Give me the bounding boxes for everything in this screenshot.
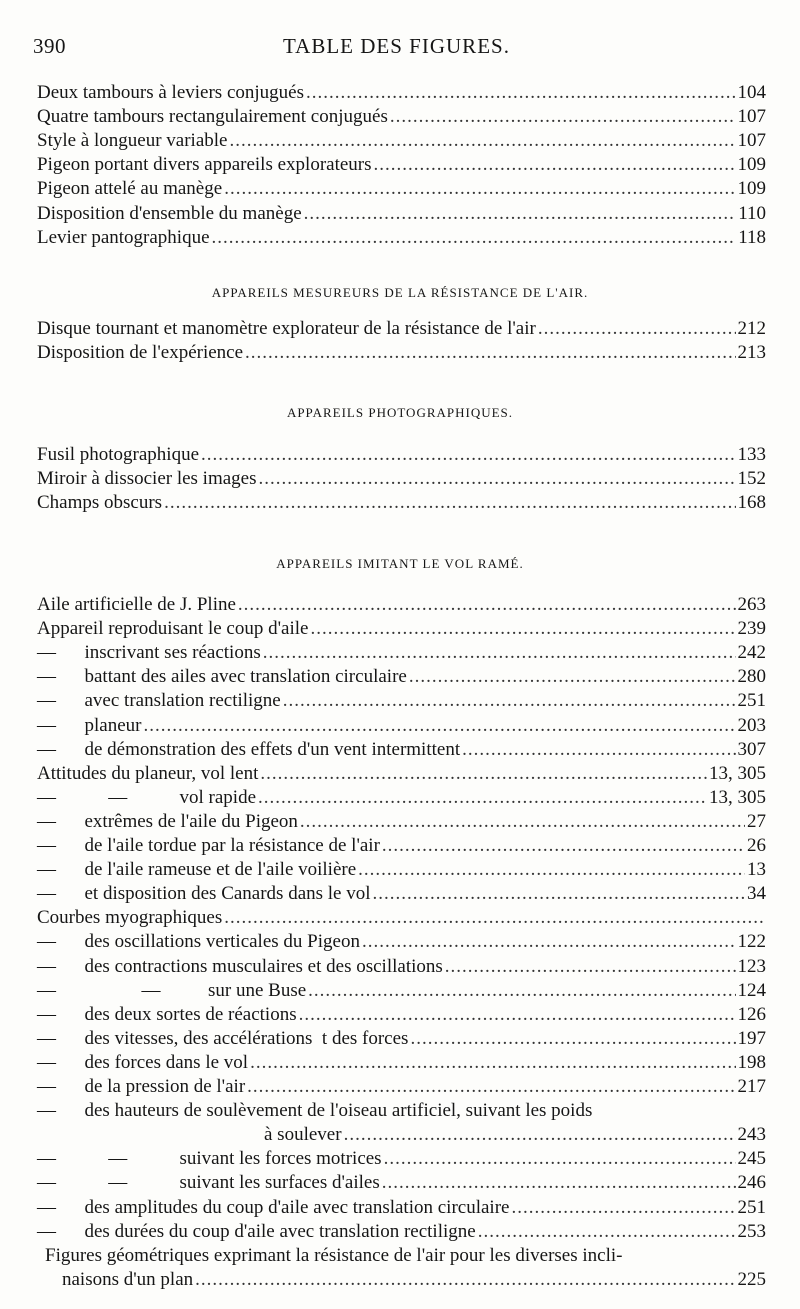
index-entry <box>37 106 766 130</box>
dot-leader <box>344 1124 736 1146</box>
entry-text: — battant des ailes avec translation circulaire <box>37 666 407 688</box>
dot-leader <box>390 106 736 128</box>
entry-text: Figures géométriques exprimant la résistance de l'air pour les diverses incli- <box>45 1244 623 1266</box>
dot-leader <box>164 492 735 514</box>
index-entry <box>37 1100 766 1124</box>
entry-text: — des vitesses, des accélérations t des forces <box>37 1027 409 1049</box>
entry-text: — — suivant les surfaces d'ailes <box>37 1172 380 1194</box>
entry-page-number: 107 <box>737 106 766 128</box>
entry-page-number: 246 <box>737 1172 766 1194</box>
entry-text: — de démonstration des effets d'un vent intermittent <box>37 738 461 760</box>
entry-page-number: 280 <box>737 666 766 688</box>
entry-text: — de l'aile rameuse et de l'aile voilière <box>37 859 357 881</box>
index-entry <box>37 444 766 468</box>
index-entry <box>37 739 766 763</box>
index-entry <box>62 1269 766 1293</box>
dot-leader <box>143 715 735 737</box>
index-entry <box>37 907 766 931</box>
dot-leader <box>224 907 764 929</box>
dot-leader <box>212 227 737 249</box>
entry-page-number: 242 <box>737 642 766 664</box>
entry-text: — avec translation rectiligne <box>37 690 281 712</box>
index-entry <box>37 1076 766 1100</box>
section-heading: APPAREILS PHOTOGRAPHIQUES. <box>286 405 514 420</box>
entry-text: — des deux sortes de réactions <box>37 1003 297 1025</box>
entry-text: — des contractions musculaires et des oscillations <box>37 955 443 977</box>
dot-leader <box>224 178 735 200</box>
entry-text: Aile artificielle de J. Pline <box>37 594 236 615</box>
index-entry <box>37 883 766 907</box>
section-heading: APPAREILS MESUREURS DE LA RÉSISTANCE DE L'AIR. <box>211 285 589 300</box>
entry-page-number: 263 <box>737 594 766 615</box>
section-heading: APPAREILS IMITANT LE VOL RAMÉ. <box>276 556 524 571</box>
entry-page-number: 27 <box>747 810 766 832</box>
dot-leader <box>462 739 735 761</box>
dot-leader <box>299 1004 736 1026</box>
entry-page-number: 13, 305 <box>709 762 766 784</box>
entry-page-number: 213 <box>737 342 766 364</box>
index-entry <box>37 1172 766 1196</box>
entry-text: Pigeon portant divers appareils explorateurs <box>37 154 372 176</box>
index-entry <box>37 618 766 642</box>
entry-page-number: 243 <box>737 1124 766 1146</box>
index-entry <box>37 690 766 714</box>
dot-leader <box>306 82 736 104</box>
dot-leader <box>511 1197 735 1219</box>
entry-page-number: 307 <box>737 738 766 760</box>
entry-page-number: 152 <box>737 468 766 490</box>
dot-leader <box>247 1076 735 1098</box>
index-entry <box>37 835 766 859</box>
entry-text: — des oscillations verticales du Pigeon <box>37 931 360 953</box>
page-number: 390 <box>33 34 66 58</box>
entry-text: Quatre tambours rectangulairement conjugués <box>37 106 388 128</box>
dot-leader <box>538 318 736 340</box>
entry-page-number: 109 <box>737 178 766 200</box>
dot-leader <box>250 1052 735 1074</box>
entry-text: Style à longueur variable <box>37 130 228 152</box>
index-entry <box>37 178 766 202</box>
entry-text: Levier pantographique <box>37 226 210 248</box>
index-entry <box>37 342 766 366</box>
index-entry <box>37 1004 766 1028</box>
index-entry <box>37 787 766 811</box>
dot-leader <box>410 1028 735 1050</box>
dot-leader <box>304 203 737 225</box>
dot-leader <box>300 811 745 833</box>
entry-page-number: 13, 305 <box>709 786 766 808</box>
index-entry <box>37 82 766 106</box>
index-entry <box>37 642 766 666</box>
entry-text: naisons d'un plan <box>62 1268 194 1290</box>
index-entry <box>37 859 766 883</box>
entry-page-number: 168 <box>737 492 766 514</box>
entry-text: Miroir à dissocier les images <box>37 468 257 490</box>
index-entry <box>37 811 766 835</box>
entry-text: — des hauteurs de soulèvement de l'oiseau artificiel, suivant les poids <box>37 1100 593 1122</box>
dot-leader <box>283 690 736 712</box>
entry-page-number: 197 <box>737 1027 766 1049</box>
dot-leader <box>245 342 735 364</box>
dot-leader <box>445 956 736 978</box>
entry-page-number: 225 <box>737 1268 766 1290</box>
index-entry <box>37 1197 766 1221</box>
dot-leader <box>374 154 736 176</box>
index-entry <box>37 227 766 251</box>
entry-text: Fusil photographique <box>37 444 200 465</box>
entry-text: — des forces dans le vol <box>37 1051 249 1073</box>
entry-page-number: 107 <box>737 130 766 152</box>
entry-text: Courbes myographiques <box>37 907 223 929</box>
entry-text: Appareil reproduisant le coup d'aile <box>37 618 309 640</box>
dot-leader <box>382 835 745 857</box>
entry-page-number: 217 <box>737 1076 766 1097</box>
entry-text: Disque tournant et manomètre explorateur de la résistance de l'air <box>37 318 536 339</box>
dot-leader <box>195 1269 735 1291</box>
entry-page-number: 124 <box>737 979 766 1001</box>
entry-text: — des durées du coup d'aile avec translation rectiligne <box>37 1220 476 1242</box>
entry-page-number: 13 <box>747 859 766 881</box>
entry-text: — inscrivant ses réactions <box>37 642 261 664</box>
entry-text: — des amplitudes du coup d'aile avec translation circulaire <box>37 1196 510 1218</box>
index-entry <box>37 980 766 1004</box>
entry-page-number: 104 <box>737 82 766 103</box>
dot-leader <box>373 883 745 905</box>
index-entry <box>37 468 766 492</box>
dot-leader <box>358 859 745 881</box>
index-entry <box>37 594 766 618</box>
entry-page-number: 123 <box>737 955 766 977</box>
dot-leader <box>308 980 735 1002</box>
index-entry <box>37 1221 766 1245</box>
entry-text: — de la pression de l'air <box>37 1076 246 1097</box>
dot-leader <box>384 1148 736 1170</box>
index-entry <box>37 763 766 787</box>
page-title: TABLE DES FIGURES. <box>283 34 510 58</box>
entry-text: à soulever <box>264 1124 342 1146</box>
page-header <box>33 34 760 64</box>
entry-text: Pigeon attelé au manège <box>37 178 223 200</box>
entry-page-number: 212 <box>737 318 766 339</box>
dot-leader <box>260 763 707 785</box>
index-entry <box>37 956 766 980</box>
dot-leader <box>263 642 736 664</box>
entry-text: Disposition d'ensemble du manège <box>37 202 302 224</box>
index-entry <box>37 1028 766 1052</box>
entry-page-number: 198 <box>737 1051 766 1073</box>
entry-page-number: 109 <box>737 154 766 176</box>
entry-text: Attitudes du planeur, vol lent <box>37 762 259 784</box>
entry-page-number: 34 <box>747 883 766 905</box>
entry-page-number: 251 <box>737 690 766 712</box>
entry-page-number: 245 <box>737 1148 766 1170</box>
entry-text: — — sur une Buse <box>37 979 307 1001</box>
dot-leader <box>409 666 736 688</box>
entry-page-number: 118 <box>738 226 766 248</box>
entry-text: Deux tambours à leviers conjugués <box>37 82 304 103</box>
index-entry <box>37 203 766 227</box>
entry-page-number: 110 <box>738 202 766 224</box>
dot-leader <box>310 618 735 640</box>
entry-page-number: 203 <box>737 714 766 736</box>
entry-page-number: 133 <box>737 444 766 465</box>
index-entry <box>37 318 766 342</box>
dot-leader <box>478 1221 736 1243</box>
dot-leader <box>259 468 736 490</box>
entry-page-number: 122 <box>737 931 766 953</box>
entry-text: Champs obscurs <box>37 492 163 514</box>
entry-text: — — suivant les forces motrices <box>37 1148 382 1170</box>
entry-page-number: 26 <box>747 835 766 856</box>
entry-text: — planeur <box>37 714 142 736</box>
dot-leader <box>229 130 735 152</box>
entry-page-number: 251 <box>737 1196 766 1218</box>
entry-text: — et disposition des Canards dans le vol <box>37 883 371 905</box>
dot-leader <box>382 1172 736 1194</box>
dot-leader <box>258 787 707 809</box>
entry-page-number: 239 <box>737 618 766 640</box>
index-entry <box>264 1124 766 1148</box>
dot-leader <box>201 444 735 466</box>
dot-leader <box>238 594 736 616</box>
entry-text: — de l'aile tordue par la résistance de l'air <box>37 835 380 856</box>
entry-text: — extrêmes de l'aile du Pigeon <box>37 810 298 832</box>
index-entry <box>37 931 766 955</box>
entry-text: Disposition de l'expérience <box>37 342 244 364</box>
index-entry <box>37 1052 766 1076</box>
index-entry <box>37 492 766 516</box>
index-entry <box>45 1245 766 1269</box>
entry-page-number: 126 <box>737 1003 766 1025</box>
index-entry <box>37 130 766 154</box>
entry-page-number: 253 <box>737 1220 766 1242</box>
dot-leader <box>362 931 736 953</box>
index-entry <box>37 715 766 739</box>
index-entry <box>37 1148 766 1172</box>
index-entry <box>37 666 766 690</box>
entry-text: — — vol rapide <box>37 786 257 808</box>
index-entry <box>37 154 766 178</box>
